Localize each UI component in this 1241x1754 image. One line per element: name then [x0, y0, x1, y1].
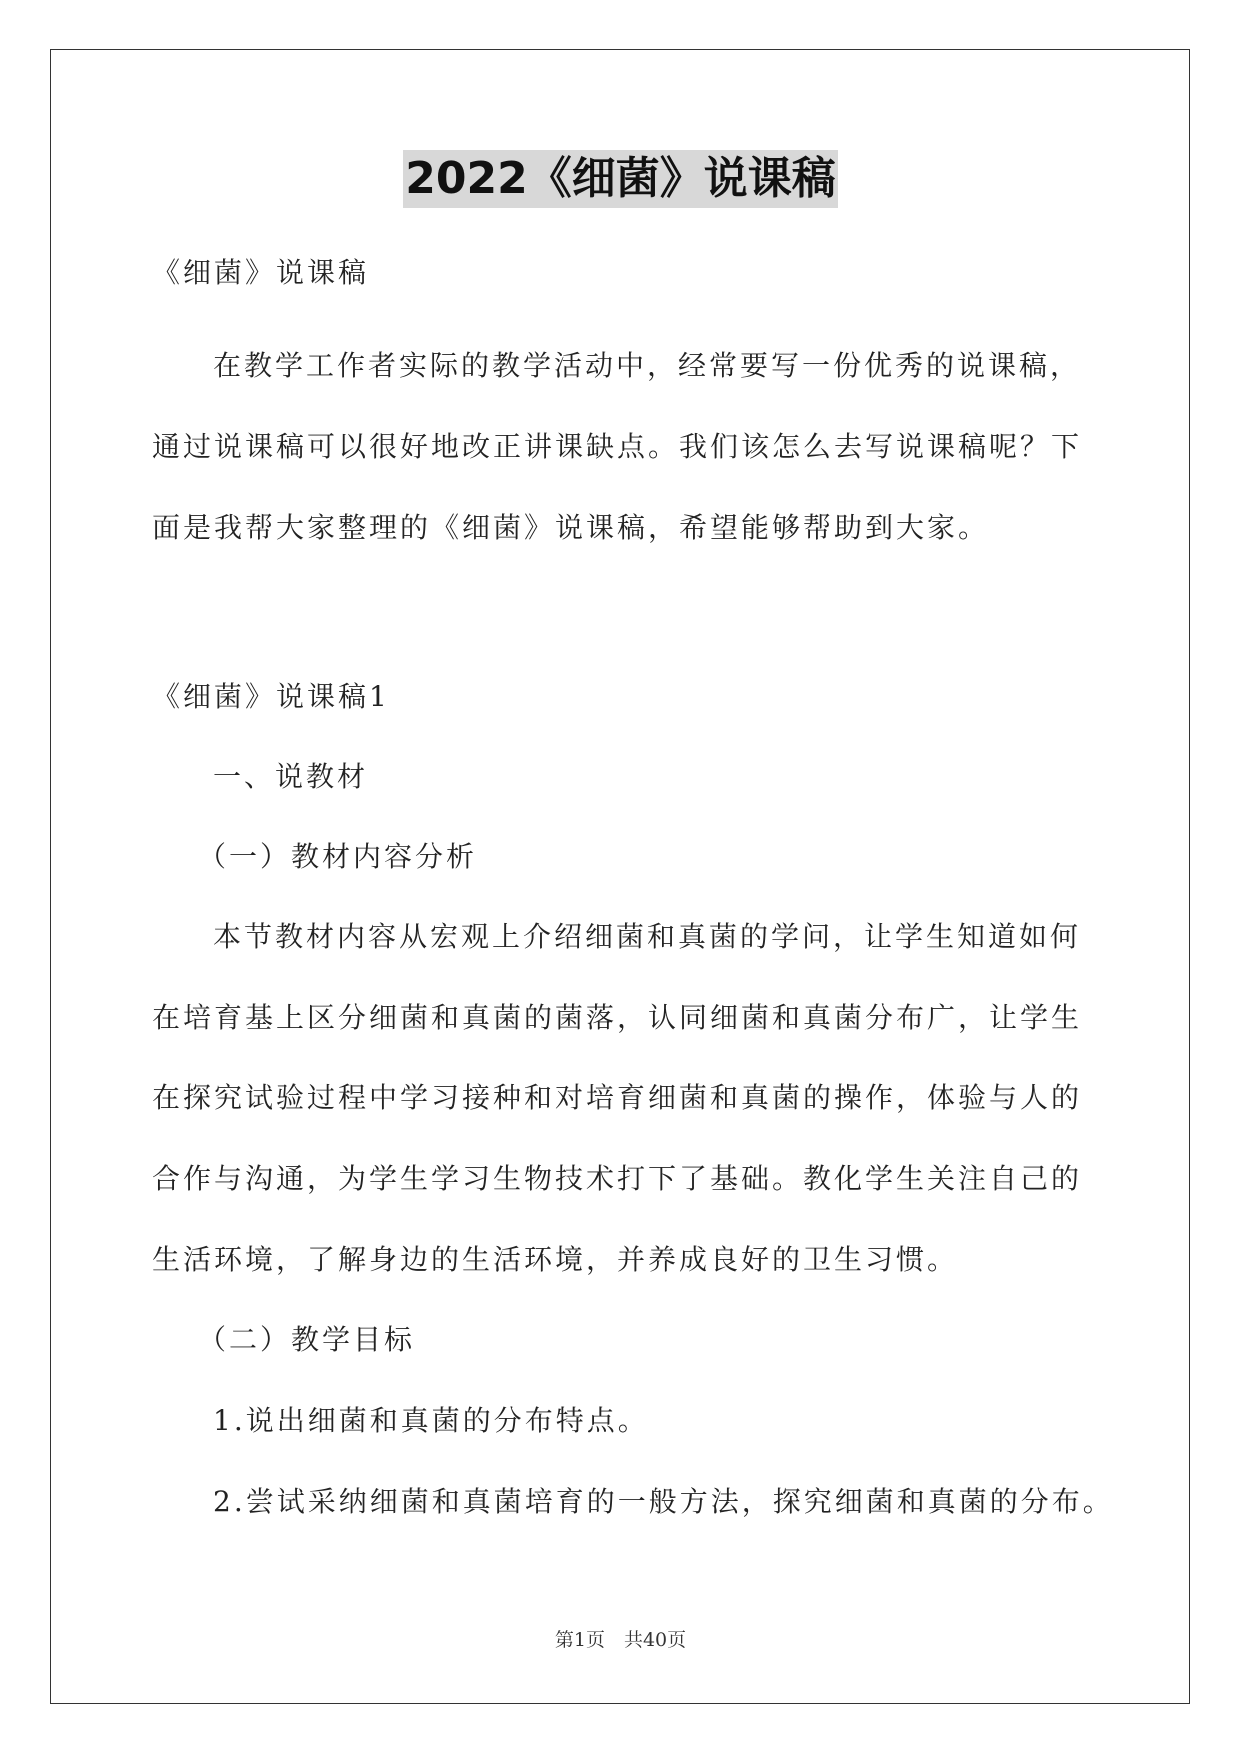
heading-level-2-goals: （二）教学目标 [198, 1323, 416, 1356]
intro-line-2: 通过说课稿可以很好地改正讲课缺点。我们该怎么去写说课稿呢？下 [152, 430, 1083, 463]
list-item-2: 2.尝试采纳细菌和真菌培育的一般方法，探究细菌和真菌的分布。 [213, 1485, 1114, 1518]
document-title: 2022《细菌》说课稿 [403, 150, 837, 208]
page-footer: 第1页 共40页 [554, 1629, 687, 1651]
subtitle-line: 《细菌》说课稿 [152, 256, 370, 289]
intro-line-3: 面是我帮大家整理的《细菌》说课稿，希望能够帮助到大家。 [152, 511, 990, 544]
heading-level-2: （一）教材内容分析 [198, 840, 478, 873]
heading-level-1: 一、说教材 [213, 760, 369, 793]
title-container [0, 150, 1241, 208]
body-line-5: 生活环境，了解身边的生活环境，并养成良好的卫生习惯。 [152, 1243, 959, 1276]
body-line-1: 本节教材内容从宏观上介绍细菌和真菌的学问，让学生知道如何 [213, 920, 1082, 953]
list-item-1: 1.说出细菌和真菌的分布特点。 [213, 1404, 649, 1437]
body-line-3: 在探究试验过程中学习接种和对培育细菌和真菌的操作，体验与人的 [152, 1081, 1083, 1114]
intro-line-1: 在教学工作者实际的教学活动中，经常要写一份优秀的说课稿， [213, 349, 1082, 382]
section-heading: 《细菌》说课稿1 [152, 680, 390, 713]
body-line-2: 在培育基上区分细菌和真菌的菌落，认同细菌和真菌分布广，让学生 [152, 1001, 1083, 1034]
body-line-4: 合作与沟通，为学生学习生物技术打下了基础。教化学生关注自己的 [152, 1162, 1083, 1195]
